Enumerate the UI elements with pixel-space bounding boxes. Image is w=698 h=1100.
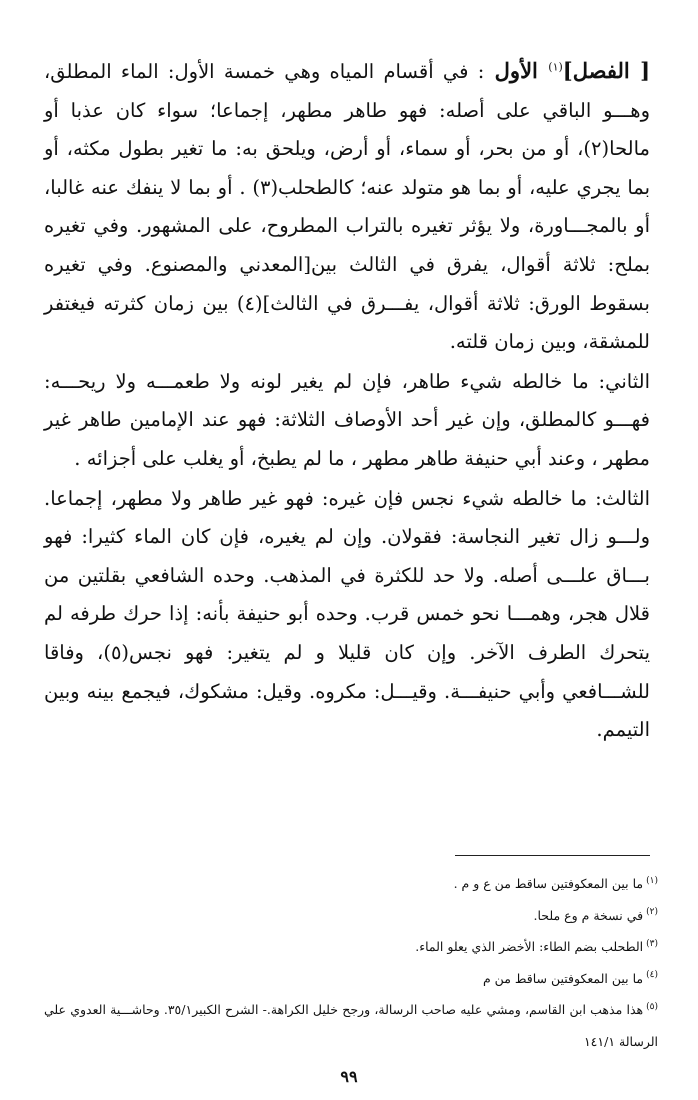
section-heading: [ الفصل] (562, 58, 651, 83)
page-number: ٩٩ (340, 1067, 358, 1086)
footnote-5 (44, 994, 658, 1057)
paragraph-third-section: الثالث: ما خالطه شيء نجس فإن غيره: فهو غير طاهر ولا مطهر، إجماعا. ولـــو زال تغير النجاسة: فقولان. وإن لم يغيره، فإن كان الماء كثيرا: فهو بـــاق علـــى أصله. ولا حد للكثرة في المذهب. وحده الشافعي بقلتين من قلال هجر، وهمـــا نحو خمس قرب. وحده أبو حنيفة بأنه: إذا حرك طرفه لم يتحرك الطرف الآخر. وإن كان قليلا و لم يتغير: فهو نجس(٥)، وفاقا للشـــافعي وأبي حنيفـــة. وقيـــل: مكروه. وقيل: مشكوك، فيجمع بينه وبين التيمم. (44, 486, 650, 742)
footnote-text: ما بين المعكوفتين ساقط من م (482, 970, 644, 986)
footnote-ref-1: (١) (548, 60, 563, 74)
footnote-text: هذا مذهب ابن القاسم، ومشي عليه صاحب الرسالة، ورجح خليل الكراهة.- الشرح الكبير٣٥/١. وحاشـــية العدوي علي الرسالة ١٤١/١ (44, 1002, 658, 1049)
paragraph-second-section: الثاني: ما خالطه شيء طاهر، فإن لم يغير لونه ولا طعمـــه ولا ريحـــه: فهـــو كالمطلق، وإن غير أحد الأوصاف الثلاثة: فهو عند الإمامين طاهر غير مطهر ، وعند أبي حنيفة طاهر مطهر ، ما لم يطبخ، أو يغلب على أجزائه . (44, 369, 650, 470)
footnote-number: (٤) (646, 970, 658, 981)
footnote-number: (٥) (646, 1001, 658, 1012)
main-text (44, 52, 650, 750)
footnote-divider (455, 855, 650, 856)
footnotes (44, 868, 658, 1057)
paragraph-first-section (44, 52, 650, 362)
footnote-text: ما بين المعكوفتين ساقط من ع و م . (453, 876, 644, 891)
footnote-1 (44, 868, 658, 900)
paragraph-text: : في أقسام المياه وهي خمسة الأول: الماء المطلق، وهـــو الباقي على أصله: فهو طاهر مطهر، إجماعا؛ سواء كان عذبا أو مالحا(٢)، أو من بحر، أو سماء، أو أرض، ويلحق به: ما تغير بطول مكثه، أو بما يجري عليه، أو بما هو متولد عنه؛ كالطحلب(٣) . أو بما لا ينفك عنه غالبا، أو بالمجـــاورة، ولا يؤثر تغيره بالتراب المطروح، على المشهور. وفي تغيره بملح: ثلاثة أقوال، يفرق في الثالث بين[المعدني والمصنوع. وفي تغيره بسقوط الورق: ثلاثة أقوال، يفـــرق في الثالث](٤) بين زمان كثرته فيغتفر للمشقة، وبين زمان قلته. (44, 60, 650, 354)
footnote-text: الطحلب بضم الطاء: الأخضر الذي يعلو الماء. (415, 939, 644, 954)
footnote-3 (44, 931, 658, 963)
footnote-text: في نسخة م وع ملحا. (533, 907, 644, 923)
section-heading-word: الأول (484, 58, 549, 83)
footnote-number: (٢) (646, 907, 658, 918)
footnote-2 (44, 900, 658, 932)
footnote-4 (44, 963, 658, 995)
footnote-number: (٣) (646, 938, 658, 949)
footnote-number: (١) (646, 875, 658, 886)
